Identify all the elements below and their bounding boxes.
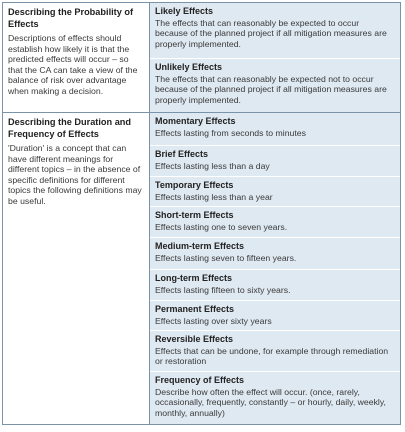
definition-text: Effects lasting from seconds to minutes: [155, 127, 306, 138]
section-heading: Describing the Probability of Effects: [8, 7, 134, 29]
definition-title: Brief Effects: [155, 149, 209, 159]
definition-title: Long-term Effects: [155, 273, 233, 283]
duration-section: [3, 113, 400, 424]
definition-title: Reversible Effects: [155, 334, 234, 344]
definition-row-temporary: [150, 177, 400, 207]
definition-row-momentary: [150, 113, 400, 146]
section-header-cell: [3, 3, 150, 112]
definition-text: Effects lasting fifteen to sixty years.: [155, 284, 291, 295]
definition-text: The effects that can reasonably be expected not to occur because of the planned project if all mitigation measures are properly implemented.: [155, 73, 387, 105]
definition-text: Effects lasting over sixty years: [155, 315, 272, 326]
definition-text: Effects lasting less than a year: [155, 191, 273, 202]
definition-text: Effects that can be undone, for example through remediation or restoration: [155, 345, 389, 367]
definition-row-medium-term: [150, 238, 400, 270]
definition-title: Likely Effects: [155, 6, 214, 16]
definition-row-long-term: [150, 270, 400, 301]
definition-title: Unlikely Effects: [155, 62, 223, 72]
definition-title: Short-term Effects: [155, 210, 234, 220]
definition-text: The effects that can reasonably be expected to occur because of the planned project if all mitigation measures are properly implemented.: [155, 17, 387, 49]
definition-row-likely: [150, 3, 400, 59]
definition-title: Momentary Effects: [155, 116, 236, 126]
definition-row-unlikely: [150, 59, 400, 112]
definitions-table: [2, 2, 401, 425]
section-heading: Describing the Duration and Frequency of Effects: [8, 117, 132, 139]
probability-section: [3, 3, 400, 113]
definition-row-short-term: [150, 207, 400, 238]
definitions-column: [150, 113, 400, 424]
definition-title: Frequency of Effects: [155, 375, 245, 385]
definition-text: Effects lasting one to seven years.: [155, 221, 288, 232]
definitions-column: [150, 3, 400, 112]
definition-row-permanent: [150, 301, 400, 331]
definition-row-frequency: [150, 372, 400, 424]
section-description: 'Duration' is a concept that can have different meanings for different topics – in the absence of specific definitions for different topics the following definitions may be useful.: [8, 143, 142, 206]
section-description: Descriptions of effects should establish how likely it is that the predicted effects will occur – so that the CA can take a view of the balance of risk over advantage when making a decision.: [8, 33, 138, 96]
section-header-cell: [3, 113, 150, 424]
definition-text: Effects lasting less than a day: [155, 160, 270, 171]
definition-title: Medium-term Effects: [155, 241, 245, 251]
definition-title: Permanent Effects: [155, 304, 235, 314]
definition-row-reversible: [150, 331, 400, 372]
definition-text: Describe how often the effect will occur. (once, rarely, occasionally, frequently, constantly – or hourly, daily, weekly, monthly, annually): [155, 386, 386, 418]
definition-row-brief: [150, 146, 400, 177]
definition-title: Temporary Effects: [155, 180, 234, 190]
definition-text: Effects lasting seven to fifteen years.: [155, 252, 297, 263]
